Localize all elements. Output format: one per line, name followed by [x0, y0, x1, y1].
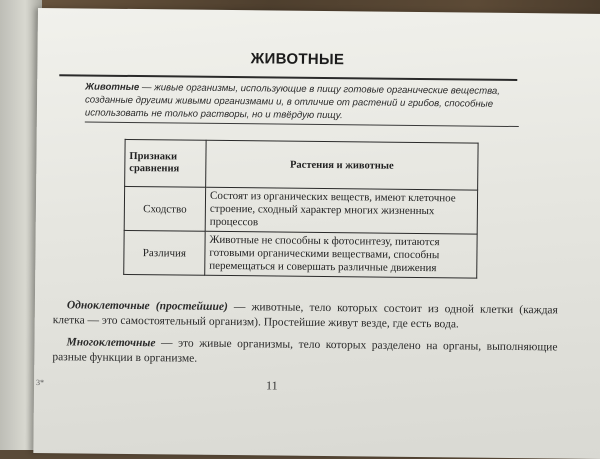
paragraph-multicellular: [52, 335, 557, 370]
term-unicellular: Одноклеточные (простейшие): [66, 299, 228, 314]
signature-mark: 3*: [36, 378, 45, 388]
row-text-differences: Животные не способны к фотосинтезу, питаются готовыми органическими веществами, способны перемещаться и совершать различные движения: [205, 231, 477, 278]
header-plants-animals: Растения и животные: [206, 140, 478, 190]
definition-block: [85, 80, 515, 124]
term-multicellular: Многоклеточные: [66, 336, 156, 350]
text-multicellular: — это живые организмы, тело которых разделено на органы, выполняющие разные функции в организме.: [52, 337, 558, 365]
definition-text: — живые организмы, использующие в пищу готовые органические вещества, созданные другими живыми организмами и, в отличие от растений и грибов, способные использовать не только растворы, но и твёрдую пищу.: [84, 82, 500, 122]
book-page: [33, 8, 600, 459]
table-row: [124, 230, 477, 278]
table-header-row: [125, 139, 478, 190]
comparison-table: [123, 139, 478, 279]
table-row: [124, 186, 477, 234]
row-text-similarity: Состоят из органических веществ, имеют клеточное строение, сходный характер многих жизненных процессов: [205, 187, 477, 234]
page-number: 11: [265, 378, 278, 393]
text-unicellular: — животные, тело которых состоит из одной клетки (каждая клетка — это самостоятельный организм). Простейшие живут везде, где есть вода.: [52, 301, 558, 331]
header-criteria: Признаки сравнения: [125, 139, 206, 187]
row-label-similarity: Сходство: [124, 186, 205, 231]
row-label-differences: Различия: [124, 230, 205, 275]
definition-term: Животные: [85, 81, 140, 94]
page-title: ЖИВОТНЫЕ: [250, 50, 345, 69]
paragraph-unicellular: [53, 298, 558, 333]
